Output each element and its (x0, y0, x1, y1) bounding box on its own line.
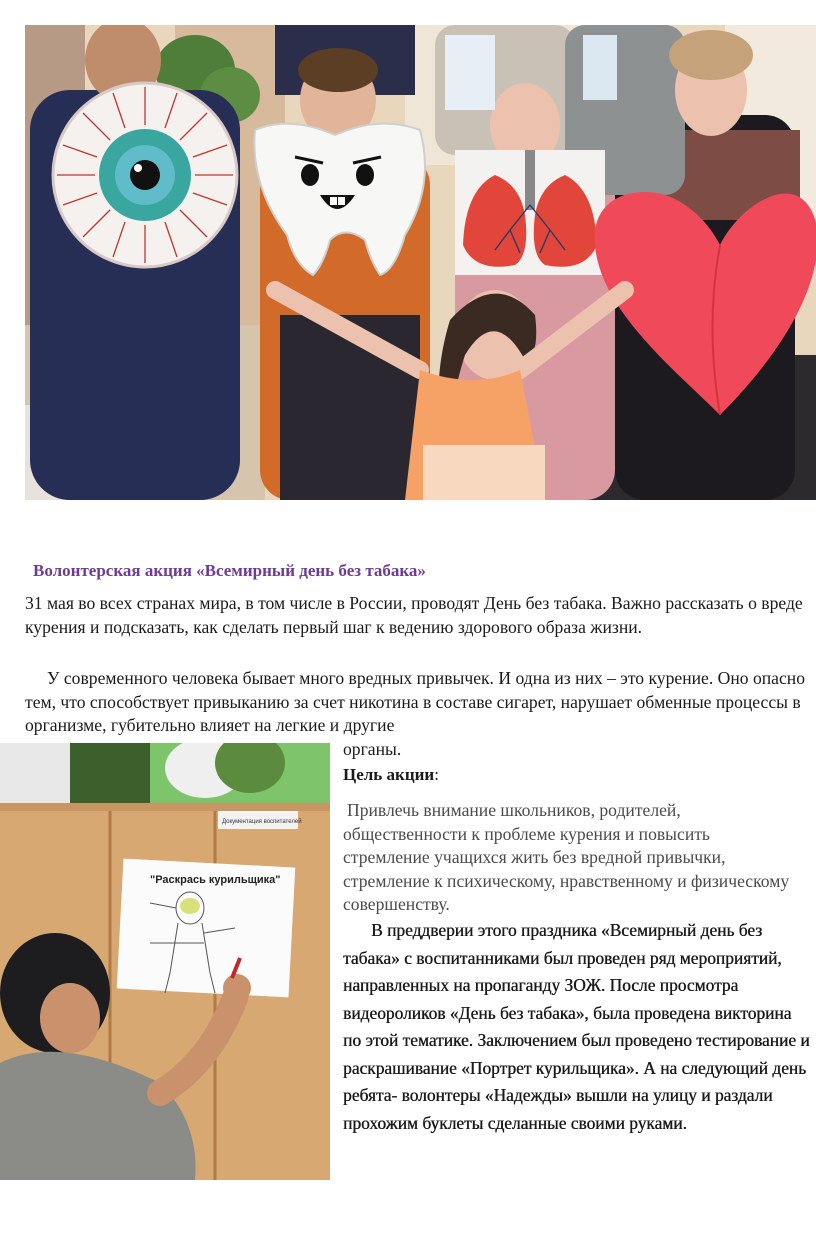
document-title: Волонтерская акция «Всемирный день без табака» (33, 561, 426, 580)
photo-children-organs (25, 25, 816, 500)
goal-heading (343, 765, 439, 785)
habits-paragraph: У современного человека бывает много вредных привычек. И одна из них – это курение. Оно опасно тем, что способствует привыканию за счет никотина в составе сигарет, нарушает обменные процессы в организме, губительно влияет на легкие и другие (25, 668, 805, 735)
goal-text: Привлечь внимание школьников, родителей, общественности к проблеме курения и повысить стремление учащихся жить без вредной привычки, стремление к психическому, нравственному и физическому совершенству. (343, 800, 790, 914)
habits-paragraph-continued: органы. (343, 739, 402, 759)
poster-title: "Раскрась курильщика" (150, 874, 281, 886)
activities-paragraph: В преддверии этого праздника «Всемирный день без табака» с воспитанниками был проведен ряд мероприятий, направленных на пропаганду ЗОЖ. После просмотра видеороликов «День без табака», была проведена викторина по этой тематике. Заключением был проведено тестирование и раскрашивание «Портрет курильщика». А на следующий день ребята- волонтеры «Надежды» вышли на улицу и раздали прохожим буклеты сделанные своими руками. (343, 920, 810, 1133)
goal-colon: : (434, 765, 439, 784)
intro-paragraph: 31 мая во всех странах мира, в том числе в России, проводят День без табака. Важно рассказать о вреде курения и подсказать, как сделать первый шаг к ведению здорового образа жизни. (25, 593, 803, 637)
photo-boy-coloring-poster (0, 743, 330, 1180)
wall-label: Документация воспитателей (222, 819, 302, 825)
goal-label: Цель акции (343, 765, 435, 784)
